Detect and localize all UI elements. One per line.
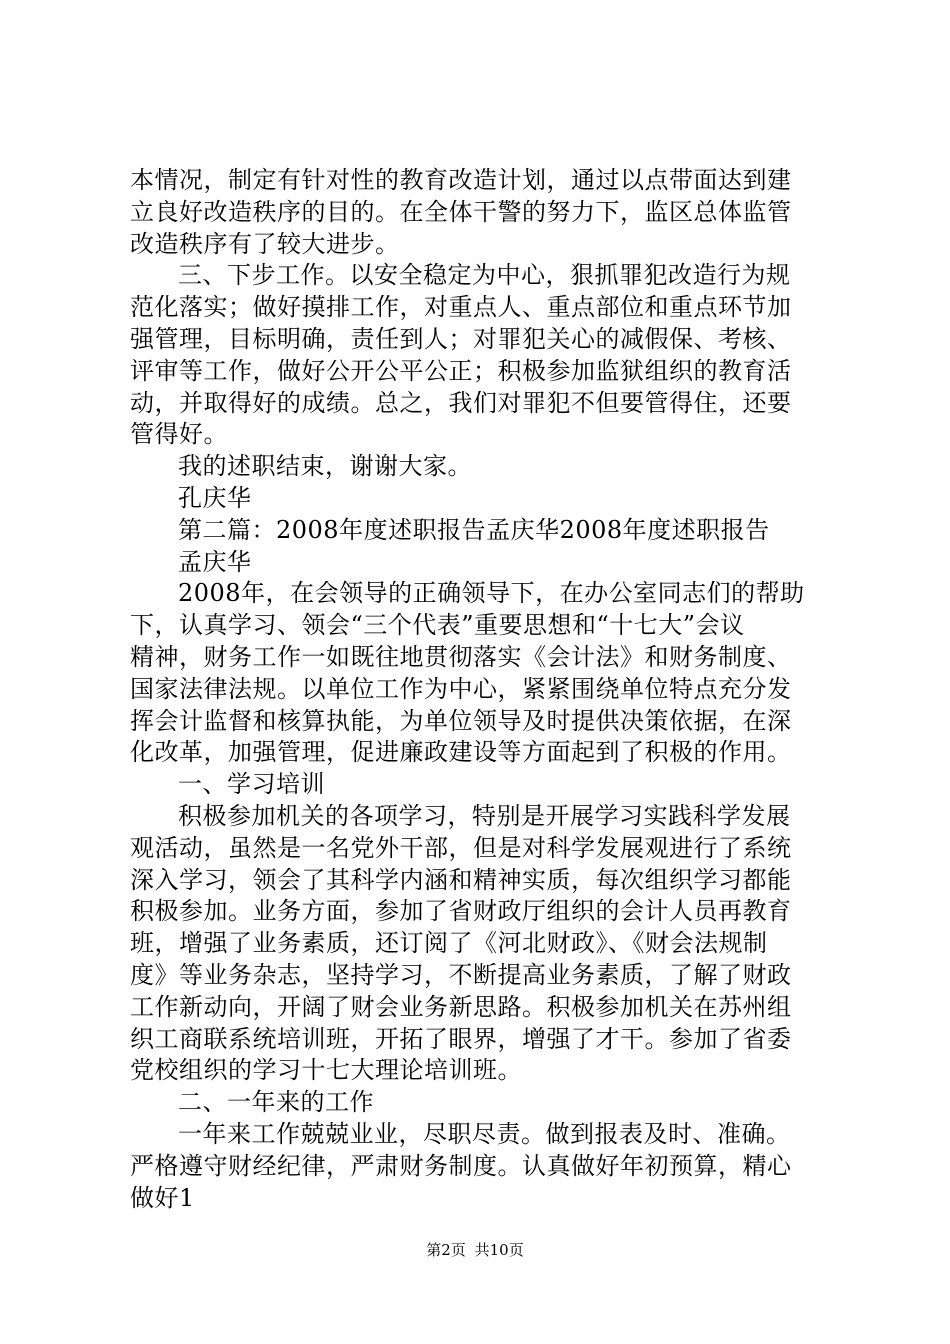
text-line: 严格遵守财经纪律，严肃财务制度。认真做好年初预算，精心	[130, 1151, 792, 1180]
text-line: 织工商联系统培训班，开拓了眼界，增强了才干。参加了省委	[130, 1024, 792, 1053]
current-page-label: 第2页	[426, 1241, 466, 1259]
text-line: 动，并取得好的成绩。总之，我们对罪犯不但要管得住，还要	[130, 388, 792, 417]
page-footer	[0, 1240, 950, 1260]
document-body	[130, 165, 830, 1214]
text-line: 观活动，虽然是一名党外干部，但是对科学发展观进行了系统	[130, 833, 792, 862]
text-line: 积极参加。业务方面，参加了省财政厅组织的会计人员再教育	[130, 897, 792, 926]
section-heading: 第二篇：2008年度述职报告孟庆华2008年度述职报告	[178, 515, 770, 544]
total-pages-label: 共10页	[474, 1241, 524, 1259]
text-line: 工作新动向，开阔了财会业务新思路。积极参加机关在苏州组	[130, 992, 792, 1021]
subsection-heading: 二、一年来的工作	[178, 1088, 374, 1117]
text-line: 一年来工作兢兢业业，尽职尽责。做到报表及时、准确。	[178, 1119, 791, 1148]
text-line: 深入学习，领会了其科学内涵和精神实质，每次组织学习都能	[130, 865, 792, 894]
text-line: 强管理，目标明确，责任到人；对罪犯关心的减假保、考核、	[130, 324, 792, 353]
text-line: 三、下步工作。以安全稳定为中心，狠抓罪犯改造行为规	[178, 261, 791, 290]
author-name: 孟庆华	[178, 547, 252, 576]
text-line: 我的述职结束，谢谢大家。	[178, 452, 472, 481]
text-line: 精神，财务工作一如既往地贯彻落实《会计法》和财务制度、	[130, 642, 792, 671]
text-line: 改造秩序有了较大进步。	[130, 229, 400, 258]
text-line: 党校组织的学习十七大理论培训班。	[130, 1056, 522, 1085]
text-line: 本情况，制定有针对性的教育改造计划，通过以点带面达到建	[130, 166, 792, 194]
text-line: 下，认真学习、领会“三个代表”重要思想和“十七大”会议	[130, 611, 745, 640]
text-line: 班，增强了业务素质，还订阅了《河北财政》、《财会法规制	[130, 929, 768, 958]
text-line: 做好1	[130, 1183, 195, 1212]
text-line: 范化落实；做好摸排工作，对重点人、重点部位和重点环节加	[130, 293, 792, 322]
text-line: 挥会计监督和核算执能，为单位领导及时提供决策依据，在深	[130, 706, 792, 735]
text-line: 化改革，加强管理，促进廉政建设等方面起到了积极的作用。	[130, 738, 792, 767]
subsection-heading: 一、学习培训	[178, 770, 325, 799]
author-name: 孔庆华	[178, 483, 252, 512]
text-line: 国家法律法规。以单位工作为中心，紧紧围绕单位特点充分发	[130, 674, 792, 703]
text-line: 评审等工作，做好公开公平公正；积极参加监狱组织的教育活	[130, 356, 792, 385]
text-line: 度》等业务杂志，坚持学习，不断提高业务素质，了解了财政	[130, 960, 792, 989]
text-line: 立良好改造秩序的目的。在全体干警的努力下，监区总体监管	[130, 197, 792, 226]
text-line: 积极参加机关的各项学习，特别是开展学习实践科学发展	[178, 801, 791, 830]
text-line: 管得好。	[130, 420, 228, 449]
text-line: 2008年，在会领导的正确领导下，在办公室同志们的帮助	[178, 579, 805, 608]
